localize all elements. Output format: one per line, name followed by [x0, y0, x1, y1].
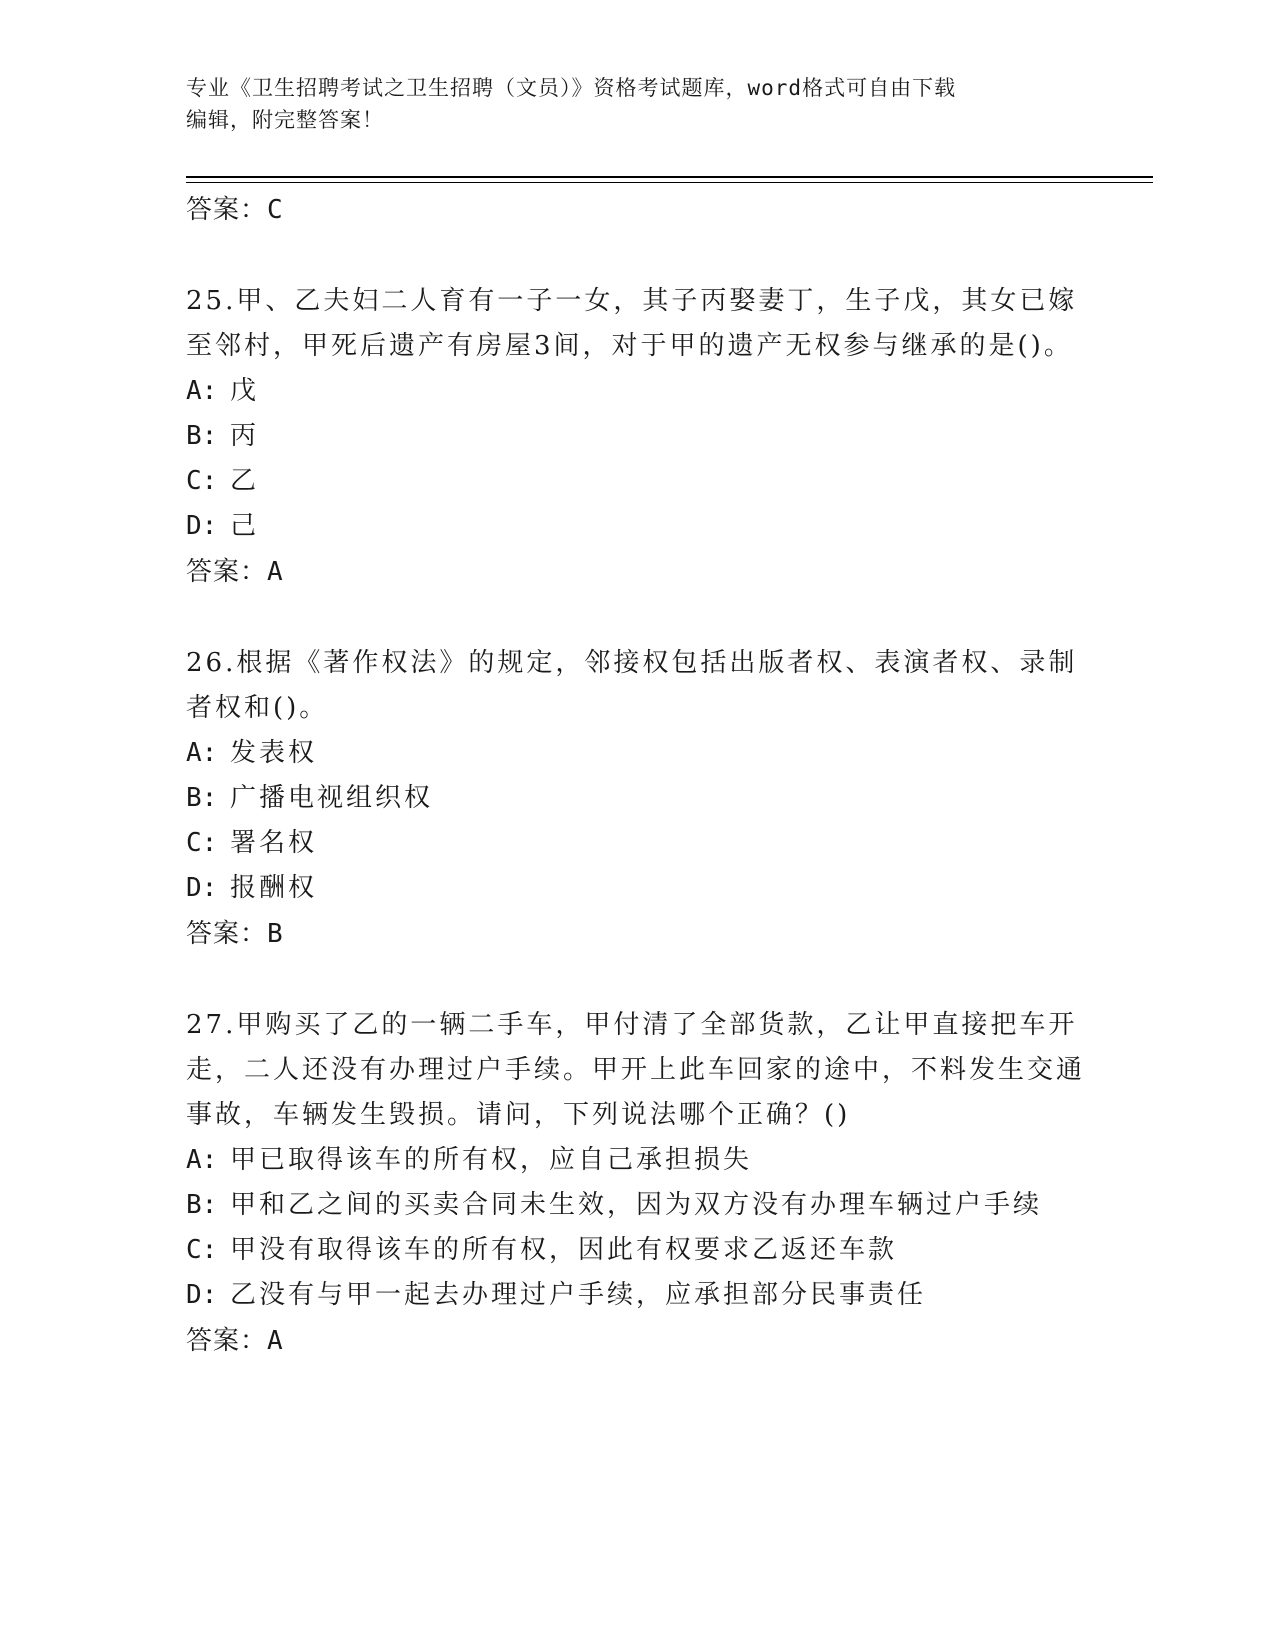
question-stem: 26.根据《著作权法》的规定，邻接权包括出版者权、表演者权、录制者权和()。: [186, 648, 1078, 723]
option-text: 广播电视组织权: [230, 783, 434, 813]
header-divider-thin: [186, 182, 1153, 183]
option-c: [186, 459, 1086, 504]
question-27: [186, 1003, 1086, 1364]
document-header: [186, 72, 1066, 136]
option-letter: A:: [186, 1145, 218, 1175]
option-b: [186, 414, 1086, 459]
previous-answer: [186, 187, 1086, 233]
option-text: 戊: [230, 376, 260, 406]
option-text: 署名权: [230, 828, 318, 858]
option-letter: B:: [186, 1190, 218, 1220]
option-text: 甲和乙之间的买卖合同未生效，因为双方没有办理车辆过户手续: [230, 1190, 1043, 1220]
option-text: 甲已取得该车的所有权，应自己承担损失: [230, 1145, 753, 1175]
option-text: 甲没有取得该车的所有权，因此有权要求乙返还车款: [230, 1235, 898, 1265]
option-text: 乙: [230, 466, 260, 496]
option-a: [186, 1138, 1086, 1183]
option-b: [186, 776, 1086, 821]
option-d: [186, 504, 1086, 549]
option-text: 己: [230, 511, 260, 541]
answer-value: A: [267, 1326, 284, 1356]
option-letter: C:: [186, 466, 218, 496]
option-b: [186, 1183, 1086, 1228]
option-d: [186, 1273, 1086, 1318]
answer-label: 答案：: [186, 1326, 268, 1356]
option-d: [186, 866, 1086, 911]
question-25: [186, 279, 1086, 595]
question-stem: 27.甲购买了乙的一辆二手车，甲付清了全部货款，乙让甲直接把车开走，二人还没有办理过户手续。甲开上此车回家的途中，不料发生交通事故，车辆发生毁损。请问，下列说法哪个正确？(): [186, 1010, 1086, 1130]
answer-label: 答案：: [186, 919, 268, 949]
header-line-2: 编辑，附完整答案！: [186, 108, 384, 132]
option-a: [186, 731, 1086, 776]
option-letter: B:: [186, 421, 218, 451]
answer-label: 答案：: [186, 557, 268, 587]
option-text: 乙没有与甲一起去办理过户手续，应承担部分民事责任: [230, 1280, 927, 1310]
option-text: 丙: [230, 421, 260, 451]
option-letter: C:: [186, 828, 218, 858]
option-letter: D:: [186, 873, 218, 903]
question-answer: [186, 549, 1086, 595]
option-letter: D:: [186, 1280, 218, 1310]
header-line-1: 专业《卫生招聘考试之卫生招聘（文员）》资格考试题库，word格式可自由下载: [186, 76, 957, 100]
question-list: [186, 187, 1086, 1364]
option-letter: D:: [186, 511, 218, 541]
question-answer: [186, 1318, 1086, 1364]
question-stem: 25.甲、乙夫妇二人育有一子一女，其子丙娶妻丁，生子戊，其女已嫁至邻村，甲死后遗产有房屋3间，对于甲的遗产无权参与继承的是()。: [186, 286, 1078, 361]
header-divider-thick: [186, 176, 1153, 178]
answer-label: 答案：: [186, 195, 268, 225]
option-letter: C:: [186, 1235, 218, 1265]
option-c: [186, 821, 1086, 866]
option-c: [186, 1228, 1086, 1273]
option-letter: A:: [186, 376, 218, 406]
answer-value: A: [267, 557, 284, 587]
option-text: 报酬权: [230, 873, 318, 903]
option-text: 发表权: [230, 738, 318, 768]
option-a: [186, 369, 1086, 414]
question-answer: [186, 911, 1086, 957]
question-26: [186, 641, 1086, 957]
option-letter: B:: [186, 783, 218, 813]
option-letter: A:: [186, 738, 218, 768]
answer-value: B: [267, 919, 284, 949]
answer-value: C: [267, 195, 284, 225]
